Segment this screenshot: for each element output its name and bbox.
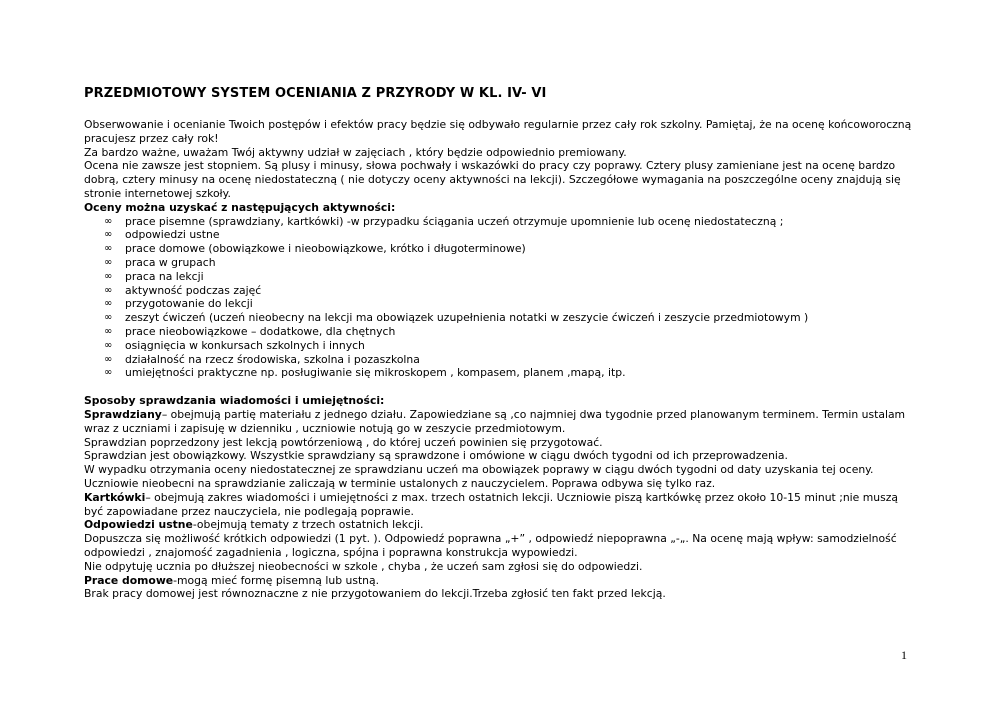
infinity-bullet-icon: ∞ (104, 215, 113, 227)
infinity-bullet-icon: ∞ (104, 270, 113, 282)
list-item: ∞ zeszyt ćwiczeń (uczeń nieobecny na lekcji ma obowiązek uzupełnienia notatki w zeszycie ćwiczeń i zeszycie przedmiotowym ) (104, 311, 809, 325)
ustne-paragraph-2: Dopuszcza się możliwość krótkich odpowiedzi (1 pyt. ). Odpowiedź poprawna „+” , odpowiedź niepoprawna „-„. Na ocenę mają wpływ: samodzielność odpowiedzi , znajomość zagadnienia , logiczna, spójna i poprawna konstrukcja wypowiedzi. (84, 532, 897, 559)
infinity-bullet-icon: ∞ (104, 284, 113, 296)
list-item: ∞ umiejętności praktyczne np. posługiwanie się mikroskopem , kompasem, planem ,mapą, itp. (104, 366, 626, 380)
list-item: ∞ działalność na rzecz środowiska, szkolna i pozaszkolna (104, 352, 420, 366)
infinity-bullet-icon: ∞ (104, 243, 113, 255)
sprawdziany-paragraph-3: Sprawdzian jest obowiązkowy. Wszystkie sprawdziany są sprawdzone i omówione w ciągu dwóch tygodni od ich przeprowadzenia. (84, 449, 788, 463)
ustne-term: Odpowiedzi ustne (84, 518, 193, 532)
domowe-paragraph-2: Brak pracy domowej jest równoznaczne z nie przygotowaniem do lekcji.Trzeba zgłosić ten fakt przed lekcją. (84, 587, 666, 601)
document-title: PRZEDMIOTOWY SYSTEM OCENIANIA Z PRZYRODY W KL. IV- VI (84, 86, 547, 101)
domowe-paragraph: Prace domowe-mogą mieć formę pisemną lub ustną. (84, 573, 380, 587)
list-item: ∞ praca w grupach (104, 255, 216, 269)
infinity-bullet-icon: ∞ (104, 367, 113, 379)
list-item: ∞ prace domowe (obowiązkowe i nieobowiązkowe, krótko i długoterminowe) (104, 242, 526, 256)
list-item: ∞ aktywność podczas zajęć (104, 283, 262, 297)
sprawdziany-paragraph-2: Sprawdzian poprzedzony jest lekcją powtórzeniową , do której uczeń powinien się przygotować. (84, 435, 603, 449)
list-item: ∞ osiągnięcia w konkursach szkolnych i innych (104, 338, 365, 352)
infinity-bullet-icon: ∞ (104, 256, 113, 268)
sprawdziany-paragraph-4: W wypadku otrzymania oceny niedostatecznej ze sprawdzianu uczeń ma obowiązek poprawy w ciągu dwóch tygodni od daty uzyskania tej oceny. Uczniowie nieobecni na sprawdzianie zaliczają w terminie ustalonych z nauczycielem. Poprawa odbywa się tylko raz. (84, 463, 874, 490)
methods-heading: Sposoby sprawdzania wiadomości i umiejętności: (84, 394, 385, 408)
domowe-term: Prace domowe (84, 573, 174, 587)
list-item: ∞ prace nieobowiązkowe – dodatkowe, dla chętnych (104, 324, 396, 338)
infinity-bullet-icon: ∞ (104, 353, 113, 365)
list-item: ∞ odpowiedzi ustne (104, 228, 220, 242)
intro-paragraph-3: Ocena nie zawsze jest stopniem. Są plusy i minusy, słowa pochwały i wskazówki do pracy czy poprawy. Cztery plusy zamieniane jest na ocenę bardzo dobrą, cztery minusy na ocenę niedostateczną ( nie dotyczy oceny aktywności na lekcji). Szczegółowe wymagania na poszczególne oceny znajdują się stronie internetowej szkoły. (84, 159, 901, 200)
activities-list (84, 215, 914, 381)
sprawdziany-paragraph: Sprawdziany– obejmują partię materiału z jednego działu. Zapowiedziane są ,co najmniej dwa tygodnie przed planowanym terminem. Termin ustalam wraz z uczniami i zapisuję w dzienniku , uczniowie notują go w zeszycie przedmiotowym. (84, 407, 906, 435)
activities-heading: Oceny można uzyskać z następujących aktywności: (84, 200, 396, 214)
infinity-bullet-icon: ∞ (104, 298, 113, 310)
document-body (84, 118, 914, 601)
infinity-bullet-icon: ∞ (104, 229, 113, 241)
ustne-paragraph-3: Nie odpytuję ucznia po dłuższej nieobecności w szkole , chyba , że uczeń sam zgłosi się do odpowiedzi. (84, 559, 643, 573)
kartkowki-term: Kartkówki (84, 490, 146, 504)
sprawdziany-term: Sprawdziany (84, 407, 162, 421)
list-item: ∞ przygotowanie do lekcji (104, 297, 253, 311)
section-spacer (84, 380, 914, 394)
infinity-bullet-icon: ∞ (104, 339, 113, 351)
kartkowki-paragraph: Kartkówki– obejmują zakres wiadomości i umiejętności z max. trzech ostatnich lekcji. Uczniowie piszą kartkówkę przez około 10-15 minut ;nie muszą być zapowiadane przez nauczyciela, nie podlegają poprawie. (84, 490, 899, 518)
list-item: ∞ praca na lekcji (104, 269, 204, 283)
infinity-bullet-icon: ∞ (104, 312, 113, 324)
intro-paragraph-1: Obserwowanie i ocenianie Twoich postępów i efektów pracy będzie się odbywało regularnie przez cały rok szkolny. Pamiętaj, że na ocenę końcoworoczną pracujesz przez cały rok! (84, 118, 912, 145)
infinity-bullet-icon: ∞ (104, 325, 113, 337)
page-number: 1 (901, 648, 907, 662)
intro-paragraph-2: Za bardzo ważne, uważam Twój aktywny udział w zajęciach , który będzie odpowiednio premiowany. (84, 145, 627, 159)
ustne-paragraph: Odpowiedzi ustne-obejmują tematy z trzech ostatnich lekcji. (84, 518, 424, 532)
list-item: ∞ prace pisemne (sprawdziany, kartkówki) -w przypadku ściągania uczeń otrzymuje upomnienie lub ocenę niedostateczną ; (104, 214, 784, 228)
